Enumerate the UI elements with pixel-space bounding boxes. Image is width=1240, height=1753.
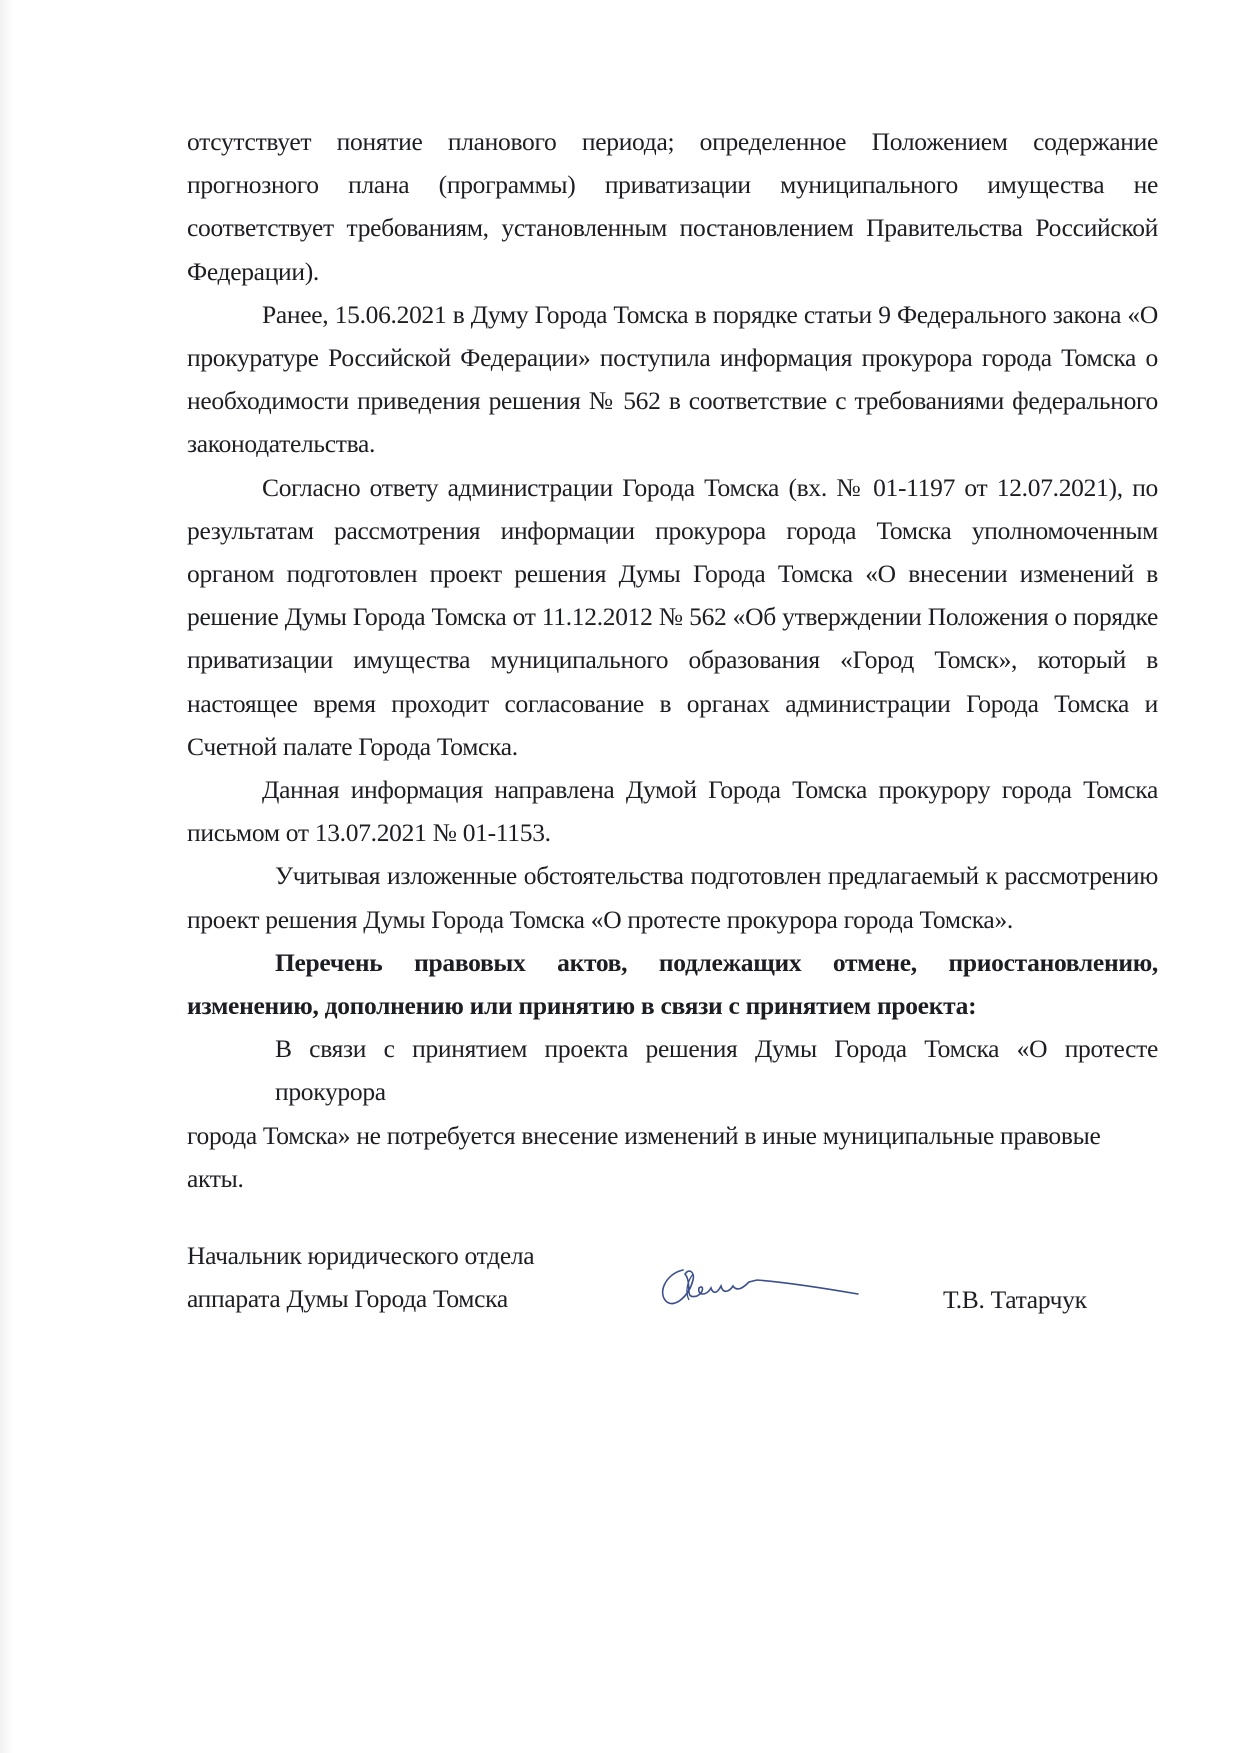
text-line: Федерации). — [187, 256, 319, 286]
text-line: соответствует требованиям, установленным постановлением Правительства Российской — [187, 213, 1158, 243]
text-line: Учитывая изложенные обстоятельства подготовлен предлагаемый к рассмотрению — [275, 861, 1158, 891]
text-line: прокуратуре Российской Федерации» поступила информация прокурора города Томска о — [187, 343, 1158, 373]
signer-name: Т.В. Татарчук — [943, 1285, 1087, 1315]
text-line: Данная информация направлена Думой Города Томска прокурору города Томска — [262, 775, 1158, 805]
text-line: отсутствует понятие планового периода; определенное Положением содержание — [187, 127, 1158, 156]
text-line: законодательства. — [187, 429, 376, 459]
position-line-1: Начальник юридического отдела — [187, 1241, 535, 1271]
text-line: Согласно ответу администрации Города Томска (вх. № 01-1197 от 12.07.2021), по — [262, 472, 1158, 502]
text-line: проект решения Думы Города Томска «О протесте прокурора города Томска». — [187, 904, 1013, 934]
signature-block — [187, 1234, 1158, 1321]
text-line: Счетной палате Города Томска. — [187, 731, 518, 761]
text-line: прогнозного плана (программы) приватизации муниципального имущества не — [187, 170, 1158, 200]
document-body — [187, 120, 1158, 1200]
paragraph — [187, 768, 1158, 854]
paragraph — [187, 293, 1158, 466]
bold-heading-paragraph — [187, 941, 1158, 1027]
paragraph — [187, 120, 1158, 293]
position-line-2: аппарата Думы Города Томска — [187, 1284, 508, 1314]
text-line: Перечень правовых актов, подлежащих отмене, приостановлению, — [275, 947, 1158, 977]
text-line: настоящее время проходит согласование в органах администрации Города Томска и — [187, 688, 1158, 718]
text-line: изменению, дополнению или принятию в связи с принятием проекта: — [187, 991, 977, 1021]
paragraph — [187, 1027, 1158, 1200]
text-line: письмом от 13.07.2021 № 01-1153. — [187, 818, 551, 848]
text-line: города Томска» не потребуется внесение изменений в иные муниципальные правовые акты. — [187, 1120, 1101, 1193]
text-line: решение Думы Города Томска от 11.12.2012 № 562 «Об утверждении Положения о порядке — [187, 602, 1158, 632]
handwritten-signature — [653, 1256, 863, 1316]
signature-position — [187, 1234, 653, 1320]
text-line: результатам рассмотрения информации прокурора города Томска уполномоченным — [187, 515, 1158, 545]
text-line: Ранее, 15.06.2021 в Думу Города Томска в порядке статьи 9 Федерального закона «О — [262, 299, 1158, 329]
document-page — [187, 120, 1158, 1321]
text-line: необходимости приведения решения № 562 в соответствие с требованиями федерального — [187, 386, 1158, 416]
paragraph — [187, 854, 1158, 940]
text-line: приватизации имущества муниципального образования «Город Томск», который в — [187, 645, 1158, 675]
text-line: органом подготовлен проект решения Думы Города Томска «О внесении изменений в — [187, 559, 1158, 589]
text-line: В связи с принятием проекта решения Думы Города Томска «О протесте прокурора — [275, 1034, 1158, 1107]
paragraph — [187, 466, 1158, 768]
